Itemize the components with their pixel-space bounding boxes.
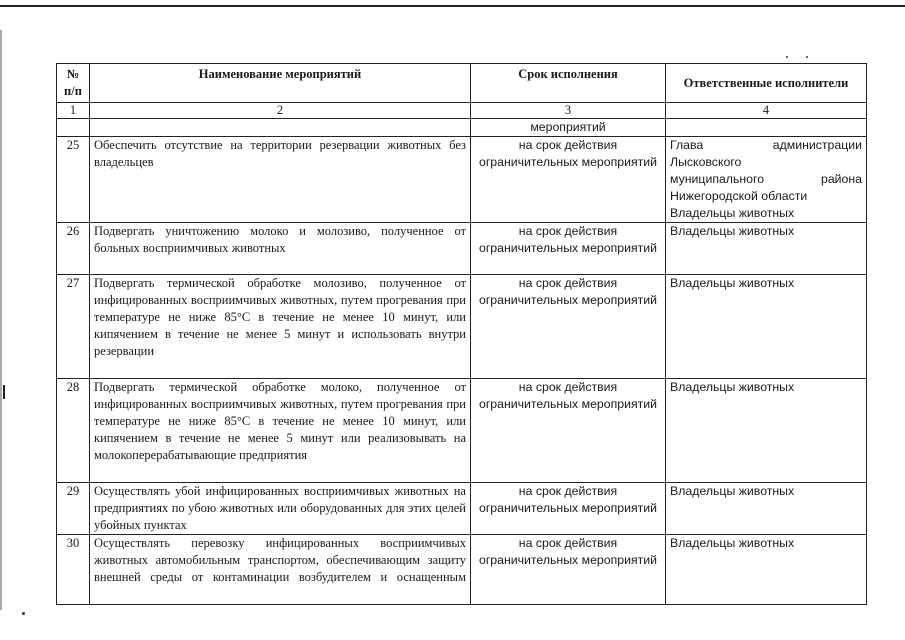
row-desc: Осуществлять убой инфицированных восприимчивых животных на предприятиях по убою животных или оборудованных для этих целей убойных пунктах <box>90 483 471 535</box>
row-desc: Подвергать термической обработке молозиво, полученное от инфицированных восприимчивых животных, путем прогревания при температуре не ниже 85°С в течение не менее 10 минут, или кипячением в течение не менее 5 минут и использовать внутри резервации <box>90 275 471 379</box>
row-num: 26 <box>57 223 90 275</box>
table-row <box>57 483 867 535</box>
row-term: на срок действия ограничительных мероприятий <box>471 137 666 223</box>
row-desc: Подвергать термической обработке молоко, полученное от инфицированных восприимчивых животных, путем прогревания при температуре не ниже 85°С в течение не менее 10 минут, или кипячением в течение не менее 5 минут или реализовывать на молокоперерабатывающие предприятия <box>90 379 471 483</box>
colnum-4: 4 <box>666 103 867 119</box>
row-num: 28 <box>57 379 90 483</box>
scan-edge-line <box>0 30 2 610</box>
scan-speck <box>806 56 808 58</box>
row-num: 25 <box>57 137 90 223</box>
table-row <box>57 535 867 605</box>
table-row <box>57 137 867 223</box>
row-responsible: Владельцы животных <box>666 275 867 379</box>
header-num: № п/п <box>57 64 90 103</box>
row-num: 27 <box>57 275 90 379</box>
colnum-3: 3 <box>471 103 666 119</box>
row-responsible: Владельцы животных <box>666 379 867 483</box>
row-term: на срок действия ограничительных мероприятий <box>471 379 666 483</box>
row-responsible: Владельцы животных <box>666 535 867 605</box>
row-term: на срок действия ограничительных мероприятий <box>471 223 666 275</box>
row-term: на срок действия ограничительных мероприятий <box>471 275 666 379</box>
row-term: на срок действия ограничительных мероприятий <box>471 483 666 535</box>
column-number-row <box>57 103 867 119</box>
resp-line: Нижегородской области <box>670 189 808 203</box>
row-num: 29 <box>57 483 90 535</box>
header-name: Наименование мероприятий <box>90 64 471 103</box>
resp-line: муниципального района <box>670 172 862 186</box>
row-desc: Обеспечить отсутствие на территории резервации животных без владельцев <box>90 137 471 223</box>
row-responsible: Владельцы животных <box>666 483 867 535</box>
row-term: на срок действия ограничительных мероприятий <box>471 535 666 605</box>
table-row-continuation <box>57 119 867 137</box>
row-responsible <box>666 137 867 223</box>
header-term: Срок исполнения <box>471 64 666 103</box>
table-row <box>57 275 867 379</box>
table-row <box>57 379 867 483</box>
row-desc: Подвергать уничтожению молоко и молозиво, полученное от больных восприимчивых животных <box>90 223 471 275</box>
measures-table <box>56 63 867 605</box>
scan-edge-mark <box>3 385 5 399</box>
row-responsible: Владельцы животных <box>666 223 867 275</box>
colnum-1: 1 <box>57 103 90 119</box>
table-row <box>57 223 867 275</box>
scan-speck <box>786 56 788 58</box>
top-border-line <box>0 5 905 7</box>
table-header-row <box>57 64 867 103</box>
scan-speck <box>22 612 25 615</box>
resp-line: Глава администрации Лысковского <box>670 138 862 169</box>
header-responsible: Ответственные исполнители <box>666 64 867 103</box>
resp-line: Владельцы животных <box>670 206 795 220</box>
colnum-2: 2 <box>90 103 471 119</box>
continuation-term: мероприятий <box>471 119 666 137</box>
row-num: 30 <box>57 535 90 605</box>
row-desc: Осуществлять перевозку инфицированных восприимчивых животных автомобильным транспортом, обеспечивающим защиту внешней среды от контаминации возбудителем и оснащенным <box>90 535 471 605</box>
